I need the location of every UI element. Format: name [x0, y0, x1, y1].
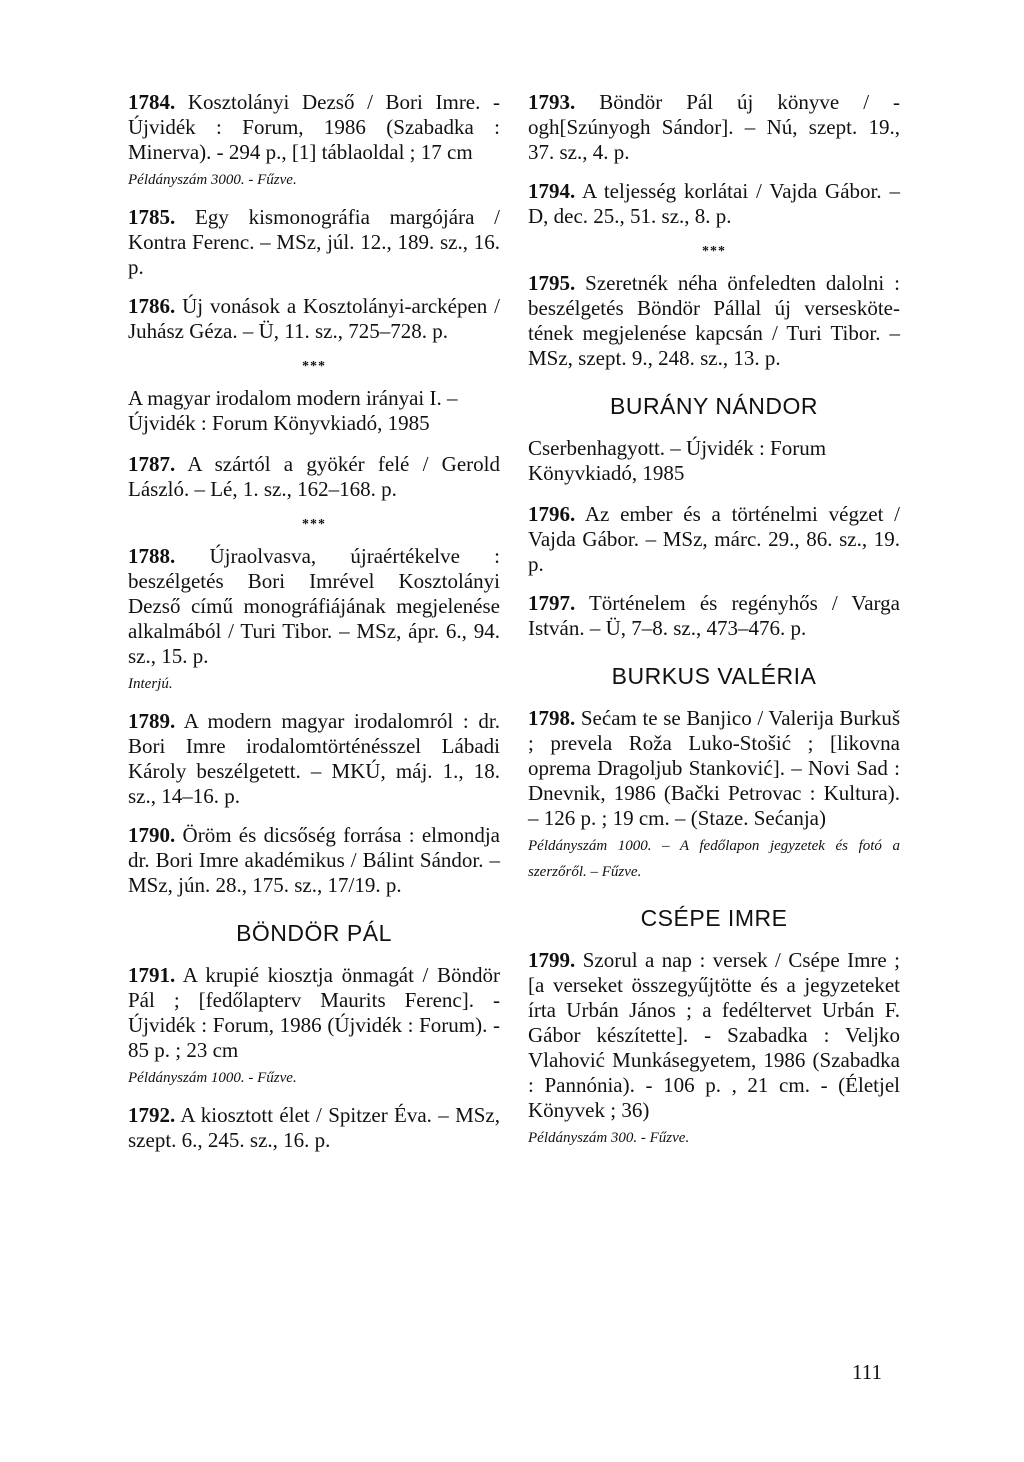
entry-text: Újraolvasva, újraértékelve : beszélgetés Bori Imrével Kosztolányi Dezső című monográfiájának megjelenése alkalmából / Turi Tibor. – MSz, ápr. 6., 94. sz., 15. p. — [128, 544, 500, 668]
entry-text: Sećam te se Banjico / Valerija Burkuš ; prevela Roža Luko-Stošić ; [likovna oprema Dragoljub Stanković]. – Novi Sad : Dnevnik, 1986 (Bački Petrovac : Kultura). – 126 p. ; 19 cm. – (Staze. Sećanja) — [528, 706, 900, 830]
entry-1791 — [128, 963, 500, 1089]
entry-note: Példányszám 1000. – A fedőlapon jegyzetek és fotó a szerzőről. – Fűzve. — [528, 838, 900, 880]
entry-text: A kiosztott élet / Spitzer Éva. – MSz, szept. 6., 245. sz., 16. p. — [128, 1103, 500, 1152]
entry-1790 — [128, 823, 500, 898]
entry-1784 — [128, 90, 500, 191]
entry-text: Öröm és dicsőség forrása : elmondja dr. Bori Imre akadémikus / Bálint Sándor. – MSz, jún. 28., 175. sz., 17/19. p. — [128, 823, 500, 897]
entry-1797 — [528, 591, 900, 641]
section-heading: BURKUS VALÉRIA — [611, 663, 817, 689]
entry-text: Szorul a nap : versek / Csépe Imre ; [a verseket összegyűjtötte és a jegyzeteket írta Urbán János ; a fedéltervet Urbán F. Gábor készítette]. - Szabadka : Veljko Vlahović Munkásegyetem, 1986 (Szabadka : Pannónia). - 106 p. , 21 cm. - (Életjel Könyvek ; 36) — [528, 948, 901, 1122]
section-intro: A magyar irodalom modern irányai I. – Újvidék : Forum Könyvkiadó, 1985 — [128, 386, 458, 435]
entry-1794 — [528, 179, 900, 229]
entry-1785 — [128, 205, 500, 280]
entry-1787 — [128, 452, 500, 502]
entry-1792 — [128, 1103, 500, 1153]
entry-number: 1799. — [528, 948, 576, 972]
entry-number: 1785. — [128, 205, 176, 229]
entry-text: A szártól a gyökér felé / Gerold László. – Lé, 1. sz., 162–168. p. — [128, 452, 500, 501]
section-heading: BURÁNY NÁNDOR — [610, 393, 818, 419]
entry-number: 1791. — [128, 963, 176, 987]
entry-text: Kosztolányi Dezső / Bori Imre. - Újvidék : Forum, 1986 (Szabadka : Minerva). - 294 p., [1] táblaoldal ; 17 cm — [128, 90, 500, 164]
entry-number: 1790. — [128, 823, 176, 847]
entry-text: A modern magyar irodalomról : dr. Bori Imre irodalomtörténésszel Lábadi Károly beszélgetett. – MKÚ, máj. 1., 18. sz., 14–16. p. — [128, 709, 500, 808]
entry-note: Példányszám 3000. - Fűzve. — [128, 172, 297, 188]
entry-text: Az ember és a történelmi végzet / Vajda Gábor. – MSz, márc. 29., 86. sz., 19. p. — [528, 502, 900, 576]
entry-number: 1794. — [528, 179, 576, 203]
section-separator: *** — [302, 517, 326, 532]
section-intro: Cserbenhagyott. – Újvidék : Forum Könyvkiadó, 1985 — [528, 436, 827, 485]
entry-number: 1798. — [528, 706, 576, 730]
section-separator: *** — [702, 244, 726, 259]
section-heading: BÖNDÖR PÁL — [236, 920, 392, 946]
entry-text: Egy kismonográfia margójára / Kontra Ferenc. – MSz, júl. 12., 189. sz., 16. p. — [128, 205, 500, 279]
entry-note: Interjú. — [128, 676, 173, 692]
entry-number: 1793. — [528, 90, 576, 114]
entry-1798 — [528, 706, 900, 883]
entry-text: A teljesség korlátai / Vajda Gábor. – D, dec. 25., 51. sz., 8. p. — [528, 179, 901, 228]
entry-number: 1789. — [128, 709, 176, 733]
entry-1789 — [128, 709, 500, 809]
page-number: 111 — [852, 1360, 882, 1384]
entry-1799 — [528, 948, 900, 1149]
entry-text: A krupié kiosztja önmagát / Böndör Pál ; [fedőlapterv Maurits Ferenc]. - Újvidék : Forum, 1986 (Újvidék : Forum). - 85 p. ; 23 cm — [128, 963, 501, 1062]
right-column — [528, 90, 900, 1163]
entry-text: Szeretnék néha önfeledten dalolni : beszélgetés Böndör Pállal új verseskötetének megjelenése kapcsán / Turi Tibor. – MSz, szept. 9., 248. sz., 13. p. — [528, 271, 900, 370]
entry-number: 1792. — [128, 1103, 176, 1127]
entry-number: 1797. — [528, 591, 576, 615]
section-heading: CSÉPE IMRE — [640, 905, 788, 931]
entry-note: Példányszám 300. - Fűzve. — [528, 1130, 690, 1146]
section-separator: *** — [302, 359, 326, 374]
entry-text: Böndör Pál új könyve / - ogh[Szúnyogh Sándor]. – Nú, szept. 19., 37. sz., 4. p. — [528, 90, 901, 164]
entry-text: Történelem és regényhős / Varga István. – Ü, 7–8. sz., 473–476. p. — [528, 591, 900, 640]
entry-1793 — [528, 90, 900, 165]
entry-number: 1786. — [128, 294, 176, 318]
entry-note: Példányszám 1000. - Fűzve. — [128, 1070, 297, 1086]
entry-number: 1795. — [528, 271, 576, 295]
entry-1795 — [528, 271, 900, 371]
entry-number: 1784. — [128, 90, 176, 114]
entry-1788 — [128, 544, 500, 695]
entry-number: 1788. — [128, 544, 176, 568]
entry-number: 1796. — [528, 502, 576, 526]
entry-text: Új vonások a Kosztolányi-arcképen / Juhász Géza. – Ü, 11. sz., 725–728. p. — [128, 294, 501, 343]
entry-1786 — [128, 294, 500, 344]
entry-1796 — [528, 502, 900, 577]
entry-number: 1787. — [128, 452, 176, 476]
left-column — [128, 90, 500, 1167]
